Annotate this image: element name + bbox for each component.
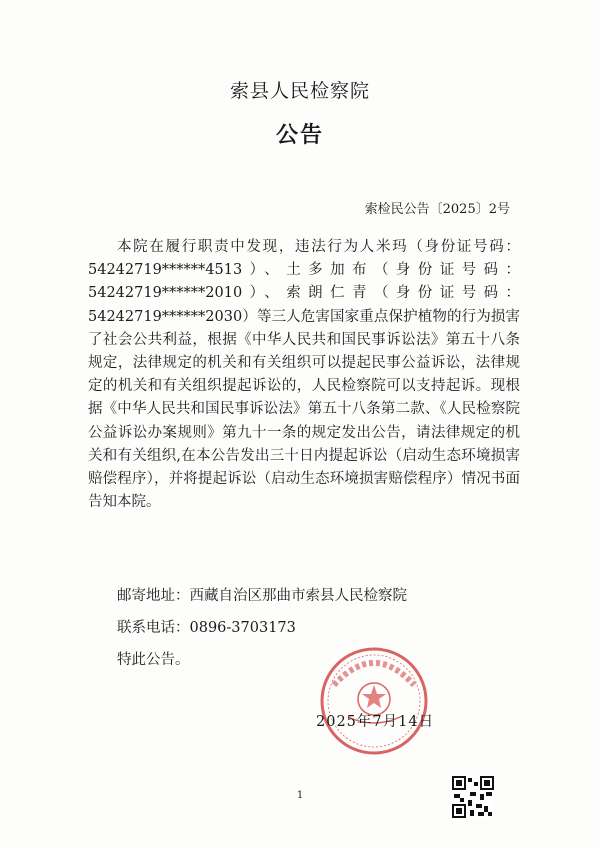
official-seal-icon bbox=[318, 645, 430, 757]
notice-body bbox=[88, 236, 520, 514]
closing-line: 特此公告。 bbox=[117, 652, 190, 668]
phone-line bbox=[117, 616, 296, 637]
document-number: 索检民公告〔2025〕2号 bbox=[364, 202, 510, 217]
phone-label: 联系电话： bbox=[117, 620, 190, 636]
page-title: 公告 bbox=[275, 122, 324, 148]
qr-code-icon bbox=[452, 776, 494, 818]
notice-date: 2025年7月14日 bbox=[316, 714, 435, 730]
address-line bbox=[117, 584, 407, 605]
page-number: 1 bbox=[296, 790, 304, 801]
organization-name: 索县人民检察院 bbox=[229, 80, 370, 102]
body-paragraph: 本院在履行职责中发现，违法行为人米玛（身份证号码：54242719******4513）、土多加布（身份证号码：54242719******2010）、索朗仁青（身份证号码：54242719******2030）等三人危害国家重点保护植物的行为损害了社会公共利益，根据《中华人民共和国民事诉讼法》第五十八条规定，法律规定的机关和有关组织可以提起民事公益诉讼，法律规定的机关和有关组织提起诉讼的，人民检察院可以支持起诉。现根据《中华人民共和国民事诉讼法》第五十八条第二款、《人民检察院公益诉讼办案规则》第九十一条的规定发出公告，请法律规定的机关和有关组织,在本公告发出三十日内提起诉讼（启动生态环境损害赔偿程序），并将提起诉讼（启动生态环境损害赔偿程序）情况书面告知本院。 bbox=[88, 239, 520, 511]
address-label: 邮寄地址： bbox=[117, 588, 190, 604]
phone-value: 0896-3703173 bbox=[189, 620, 296, 636]
address-value: 西藏自治区那曲市索县人民检察院 bbox=[189, 588, 407, 604]
